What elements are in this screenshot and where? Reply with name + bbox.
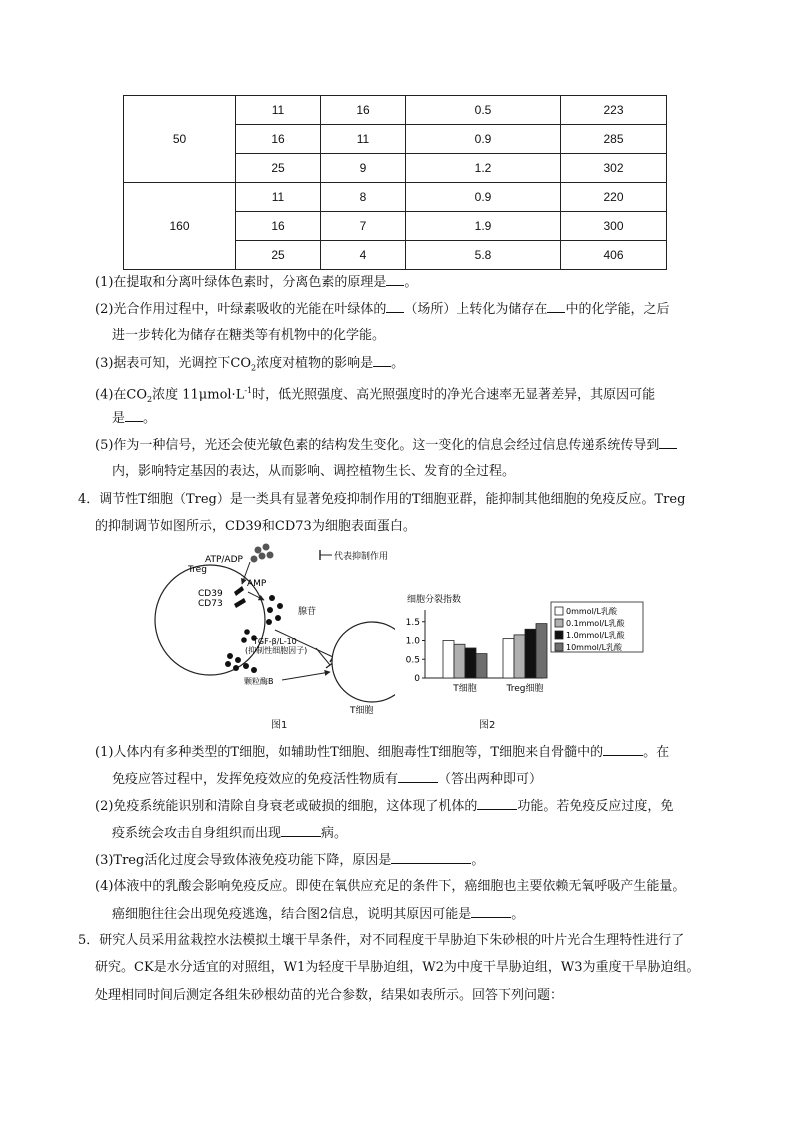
y-tick-label: 1.5 xyxy=(405,617,420,628)
q3-sub5-cont: 内，影响特定基因的表达，从而影响、调控植物生长、发育的全过程。 xyxy=(112,464,516,479)
table-cell: 223 xyxy=(561,96,667,125)
q4-sub4: (4)体液中的乳酸会影响免疫反应。即使在氧供应充足的条件下，癌细胞也主要依赖无氧呼吸产生能量。 xyxy=(95,879,686,894)
inhibit-legend-label: 代表抑制作用 xyxy=(334,552,389,562)
q4-intro-line2: 的抑制调节如图所示，CD39和CD73为细胞表面蛋白。 xyxy=(95,519,416,534)
table-cell: 302 xyxy=(561,154,667,183)
table-cell: 8 xyxy=(321,183,406,212)
q3-sub4-cont: 是 。 xyxy=(112,408,156,429)
y-tick-label: 0 xyxy=(414,674,420,684)
figure-1-caption: 图1 xyxy=(271,720,288,731)
bar xyxy=(465,648,476,678)
y-tick-label: 1.0 xyxy=(405,636,420,647)
answer-blank[interactable] xyxy=(659,435,677,449)
q4-sub1: (1)人体内有多种类型的T细胞，如辅助性T细胞、细胞毒性T细胞等，T细胞来自骨髓中的 。在 xyxy=(95,742,669,763)
table-cell: 220 xyxy=(561,183,667,212)
bar xyxy=(454,644,465,678)
table-cell-light: 50 xyxy=(124,96,236,183)
table-cell: 25 xyxy=(236,241,321,270)
table-cell: 406 xyxy=(561,241,667,270)
table-cell: 300 xyxy=(561,212,667,241)
cd39-label: CD39 xyxy=(198,589,223,599)
adenosine-label: 腺苷 xyxy=(298,607,317,617)
q5-line1: 5．研究人员采用盆栽控水法模拟土壤干旱条件，对不同程度干旱胁迫下朱砂根的叶片光合生理特性进行了 xyxy=(78,933,685,948)
legend-label: 1.0mmol/L乳酸 xyxy=(566,631,625,640)
table-cell: 4 xyxy=(321,241,406,270)
answer-blank[interactable] xyxy=(125,408,143,422)
q3-sub2: (2)光合作用过程中，叶绿素吸收的光能在叶绿体的 （场所）上转化为储存在 中的化学能，之后 xyxy=(95,299,669,320)
cd73-label: CD73 xyxy=(198,599,223,609)
legend-label: 0mmol/L乳酸 xyxy=(566,607,617,616)
bar xyxy=(443,641,454,679)
legend-swatch xyxy=(555,643,563,651)
answer-blank[interactable] xyxy=(398,769,438,783)
legend-label: 0.1mmol/L乳酸 xyxy=(566,619,625,628)
answer-blank[interactable] xyxy=(373,353,391,367)
table-cell: 0.9 xyxy=(406,125,561,154)
t-cell xyxy=(332,622,395,702)
table-cell: 285 xyxy=(561,125,667,154)
atp-dots xyxy=(251,544,274,563)
answer-blank[interactable] xyxy=(281,823,321,837)
answer-blank[interactable] xyxy=(471,904,511,918)
table-cell: 1.2 xyxy=(406,154,561,183)
t-cell-label: T细胞 xyxy=(350,706,374,716)
amp-label: AMP xyxy=(247,579,267,589)
tgf-label: TGF-β/L-10 xyxy=(253,637,297,646)
table-cell: 16 xyxy=(236,125,321,154)
table-cell: 0.5 xyxy=(406,96,561,125)
legend-swatch xyxy=(555,631,563,639)
answer-blank[interactable] xyxy=(386,272,404,286)
tgf-note-label: (抑制性细胞因子) xyxy=(245,646,308,655)
answer-blank[interactable] xyxy=(391,850,471,864)
q3-sub1: (1)在提取和分离叶绿体色素时，分离色素的原理是 。 xyxy=(95,272,417,293)
table-cell: 5.8 xyxy=(406,241,561,270)
chart-title: 细胞分裂指数 xyxy=(407,595,462,605)
table-cell: 1.9 xyxy=(406,212,561,241)
q3-sub3: (3)据表可知，光调控下$CO_2$浓度对植物的影响是 。 xyxy=(95,353,404,379)
bar xyxy=(525,629,536,678)
q4-sub2: (2)免疫系统能识别和清除自身衰老或破损的细胞，这体现了机体的 功能。若免疫反应过度，免 xyxy=(95,796,673,817)
adenosine-dots xyxy=(266,595,283,625)
table-cell: 7 xyxy=(321,212,406,241)
q3-sub2-cont: 进一步转化为储存在糖类等有机物中的化学能。 xyxy=(112,328,386,343)
bar xyxy=(514,635,525,678)
q4-sub2-cont: 疫系统会攻击自身组织而出现 病。 xyxy=(112,823,347,844)
bar xyxy=(536,624,547,678)
answer-blank[interactable] xyxy=(386,299,404,313)
data-table xyxy=(123,95,667,270)
q3-sub4: (4)在$CO_2$浓度 $11\mu mol\cdot L^{-1}$时，低光照强度、高光照强度时的净光合速率无显著差异，其原因可能 xyxy=(95,386,656,404)
legend-label: 10mmol/L乳酸 xyxy=(566,643,623,652)
q5-line2: 研究。CK是水分适宜的对照组，W1为轻度干旱胁迫组，W2为中度干旱胁迫组，W3为重度干旱胁迫组。 xyxy=(95,960,700,975)
treg-label: Treg xyxy=(188,565,207,575)
figure-2-caption: 图2 xyxy=(479,720,496,731)
q4-intro-line1: 4．调节性T细胞（Treg）是一类具有显著免疫抑制作用的T细胞亚群，能抑制其他细胞的免疫反应。Treg xyxy=(78,492,686,507)
legend-swatch xyxy=(555,607,563,615)
q4-sub3: (3)Treg活化过度会导致体液免疫功能下降，原因是 。 xyxy=(95,850,484,871)
table-row xyxy=(124,96,667,125)
table-cell: 0.9 xyxy=(406,183,561,212)
answer-blank[interactable] xyxy=(603,742,643,756)
table-cell: 16 xyxy=(321,96,406,125)
bar xyxy=(503,639,514,678)
x-tick-label: T细胞 xyxy=(453,684,477,694)
q4-sub1-cont: 免疫应答过程中，发挥免疫效应的免疫活性物质有 （答出两种即可） xyxy=(112,769,542,790)
answer-blank[interactable] xyxy=(547,299,565,313)
cd39-protein-icon xyxy=(234,586,244,596)
q5-line3: 处理相同时间后测定各组朱砂根幼苗的光合参数，结果如表所示。回答下列问题： xyxy=(95,988,564,1003)
table-cell-light: 160 xyxy=(124,183,236,270)
q3-sub5: (5)作为一种信号，光还会使光敏色素的结构发生变化。这一变化的信息会经过信息传递系统传导到 xyxy=(95,435,677,456)
granzyme-label: 颗粒酶B xyxy=(244,677,274,686)
table-cell: 11 xyxy=(236,96,321,125)
bar xyxy=(476,654,487,678)
table-cell: 25 xyxy=(236,154,321,183)
y-tick-label: 0.5 xyxy=(405,655,420,666)
answer-blank[interactable] xyxy=(477,796,517,810)
figure-2-bar-chart xyxy=(395,588,645,708)
table-cell: 16 xyxy=(236,212,321,241)
x-tick-label: Treg细胞 xyxy=(506,684,544,694)
legend-swatch xyxy=(555,619,563,627)
cd73-protein-icon xyxy=(234,598,246,608)
atp-adp-label: ATP/ADP xyxy=(205,555,243,565)
table-cell: 11 xyxy=(321,125,406,154)
table-cell: 11 xyxy=(236,183,321,212)
q4-sub4-cont: 癌细胞往往会出现免疫逃逸，结合图2信息，说明其原因可能是 。 xyxy=(112,904,524,925)
table-cell: 9 xyxy=(321,154,406,183)
figure-1-diagram xyxy=(150,540,395,730)
table-row xyxy=(124,183,667,212)
